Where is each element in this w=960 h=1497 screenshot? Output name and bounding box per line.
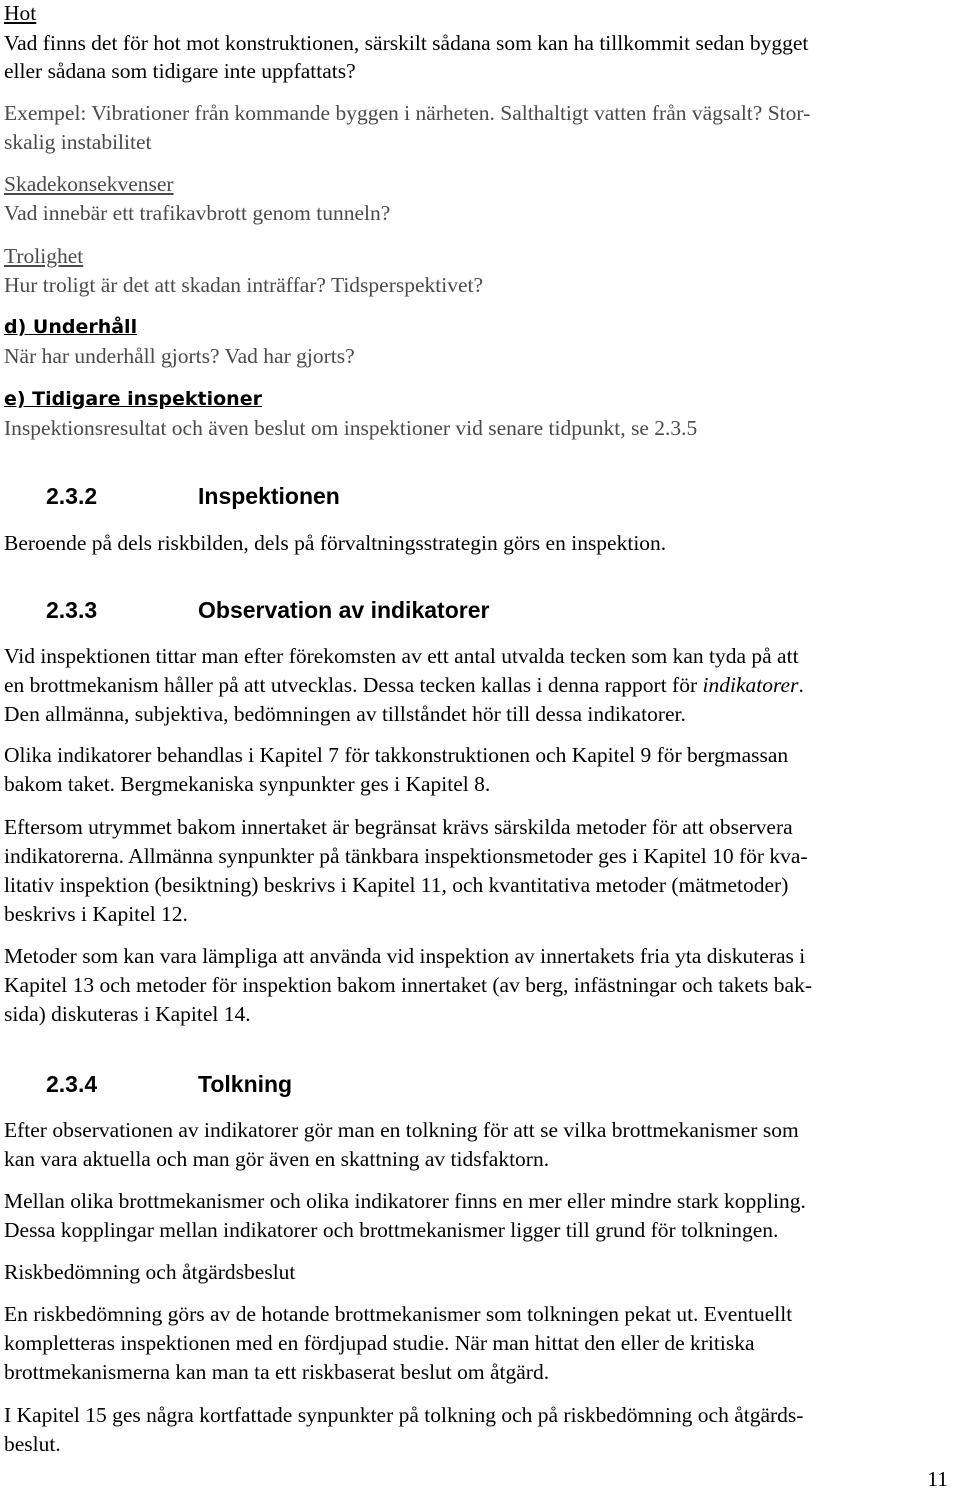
- section-title-tolkning: Tolkning: [198, 1071, 293, 1097]
- paragraph-line: Kapitel 13 och metoder för inspektion bakom innertaket (av berg, infästningar och takets bak-: [4, 973, 812, 997]
- subheading-underhall: d) Underhåll: [4, 316, 138, 338]
- subheading-riskbedomning: Riskbedömning och åtgärdsbeslut: [4, 1260, 296, 1284]
- paragraph-line: eller sådana som tidigare inte uppfattats?: [4, 59, 356, 83]
- section-title-observation: Observation av indikatorer: [198, 597, 490, 623]
- paragraph-line: Olika indikatorer behandlas i Kapitel 7 för takkonstruktionen och Kapitel 9 för bergmassan: [4, 743, 789, 767]
- paragraph-line: Vad finns det för hot mot konstruktionen, särskilt sådana som kan ha tillkommit sedan bygget: [4, 31, 809, 55]
- paragraph-line: Beroende på dels riskbilden, dels på förvaltningsstrategin görs en inspektion.: [4, 531, 667, 555]
- paragraph-line: skalig instabilitet: [4, 130, 152, 154]
- paragraph-line: sida) diskuteras i Kapitel 14.: [4, 1002, 251, 1026]
- paragraph-line: Exempel: Vibrationer från kommande byggen i närheten. Salthaltigt vatten från vägsalt? Stor-: [4, 101, 811, 125]
- subheading-hot: Hot: [4, 1, 37, 25]
- paragraph-line: indikatorerna. Allmänna synpunkter på tänkbara inspektionsmetoder ges i Kapitel 10 för kva-: [4, 844, 808, 868]
- paragraph-line: En riskbedömning görs av de hotande brottmekanismer som tolkningen pekat ut. Eventuellt: [4, 1302, 793, 1326]
- paragraph-line: Hur troligt är det att skadan inträffar? Tidsperspektivet?: [4, 273, 484, 297]
- italic-term-indikatorer: indikatorer: [702, 673, 799, 697]
- paragraph-line: kan vara aktuella och man gör även en skattning av tidsfaktorn.: [4, 1147, 550, 1171]
- paragraph-line: I Kapitel 15 ges några kortfattade synpunkter på tolkning och på riskbedömning och åtgärds-: [4, 1403, 804, 1427]
- section-title-inspektionen: Inspektionen: [198, 483, 340, 509]
- paragraph-line: Dessa kopplingar mellan indikatorer och brottmekanismer ligger till grund för tolkningen.: [4, 1218, 779, 1242]
- page-number: 11: [927, 1467, 948, 1491]
- paragraph-line: Den allmänna, subjektiva, bedömningen av tillståndet hör till dessa indikatorer.: [4, 702, 686, 726]
- paragraph-line: Vad innebär ett trafikavbrott genom tunneln?: [4, 201, 391, 225]
- text-span: .: [798, 673, 804, 697]
- paragraph-line: [4, 672, 804, 698]
- paragraph-line: kompletteras inspektionen med en fördjupad studie. När man hittat den eller de kritiska: [4, 1331, 755, 1355]
- paragraph-line: Vid inspektionen tittar man efter förekomsten av ett antal utvalda tecken som kan tyda på att: [4, 644, 799, 668]
- paragraph-line: När har underhåll gjorts? Vad har gjorts?: [4, 344, 355, 368]
- text-span: en brottmekanism håller på att utvecklas. Dessa tecken kallas i denna rapport för: [4, 673, 703, 697]
- subheading-trolighet: Trolighet: [4, 244, 84, 268]
- paragraph-line: Metoder som kan vara lämpliga att använda vid inspektion av innertakets fria yta diskuteras i: [4, 944, 806, 968]
- paragraph-line: Mellan olika brottmekanismer och olika indikatorer finns en mer eller mindre stark koppling.: [4, 1189, 806, 1213]
- paragraph-line: Inspektionsresultat och även beslut om inspektioner vid senare tidpunkt, se 2.3.5: [4, 416, 698, 440]
- paragraph-line: beslut.: [4, 1432, 61, 1456]
- section-number-2-3-2: 2.3.2: [46, 483, 98, 509]
- paragraph-line: bakom taket. Bergmekaniska synpunkter ges i Kapitel 8.: [4, 772, 491, 796]
- paragraph-line: brottmekanismerna kan man ta ett riskbaserat beslut om åtgärd.: [4, 1360, 550, 1384]
- subheading-tidigare-inspektioner: e) Tidigare inspektioner: [4, 388, 262, 410]
- subheading-skadekonsekvenser: Skadekonsekvenser: [4, 172, 174, 196]
- paragraph-line: Eftersom utrymmet bakom innertaket är begränsat krävs särskilda metoder för att observera: [4, 815, 793, 839]
- section-number-2-3-4: 2.3.4: [46, 1071, 98, 1097]
- section-number-2-3-3: 2.3.3: [46, 597, 98, 623]
- paragraph-line: litativ inspektion (besiktning) beskrivs i Kapitel 11, och kvantitativa metoder (mätmetoder): [4, 873, 789, 897]
- paragraph-line: Efter observationen av indikatorer gör man en tolkning för att se vilka brottmekanismer som: [4, 1118, 799, 1142]
- paragraph-line: beskrivs i Kapitel 12.: [4, 902, 188, 926]
